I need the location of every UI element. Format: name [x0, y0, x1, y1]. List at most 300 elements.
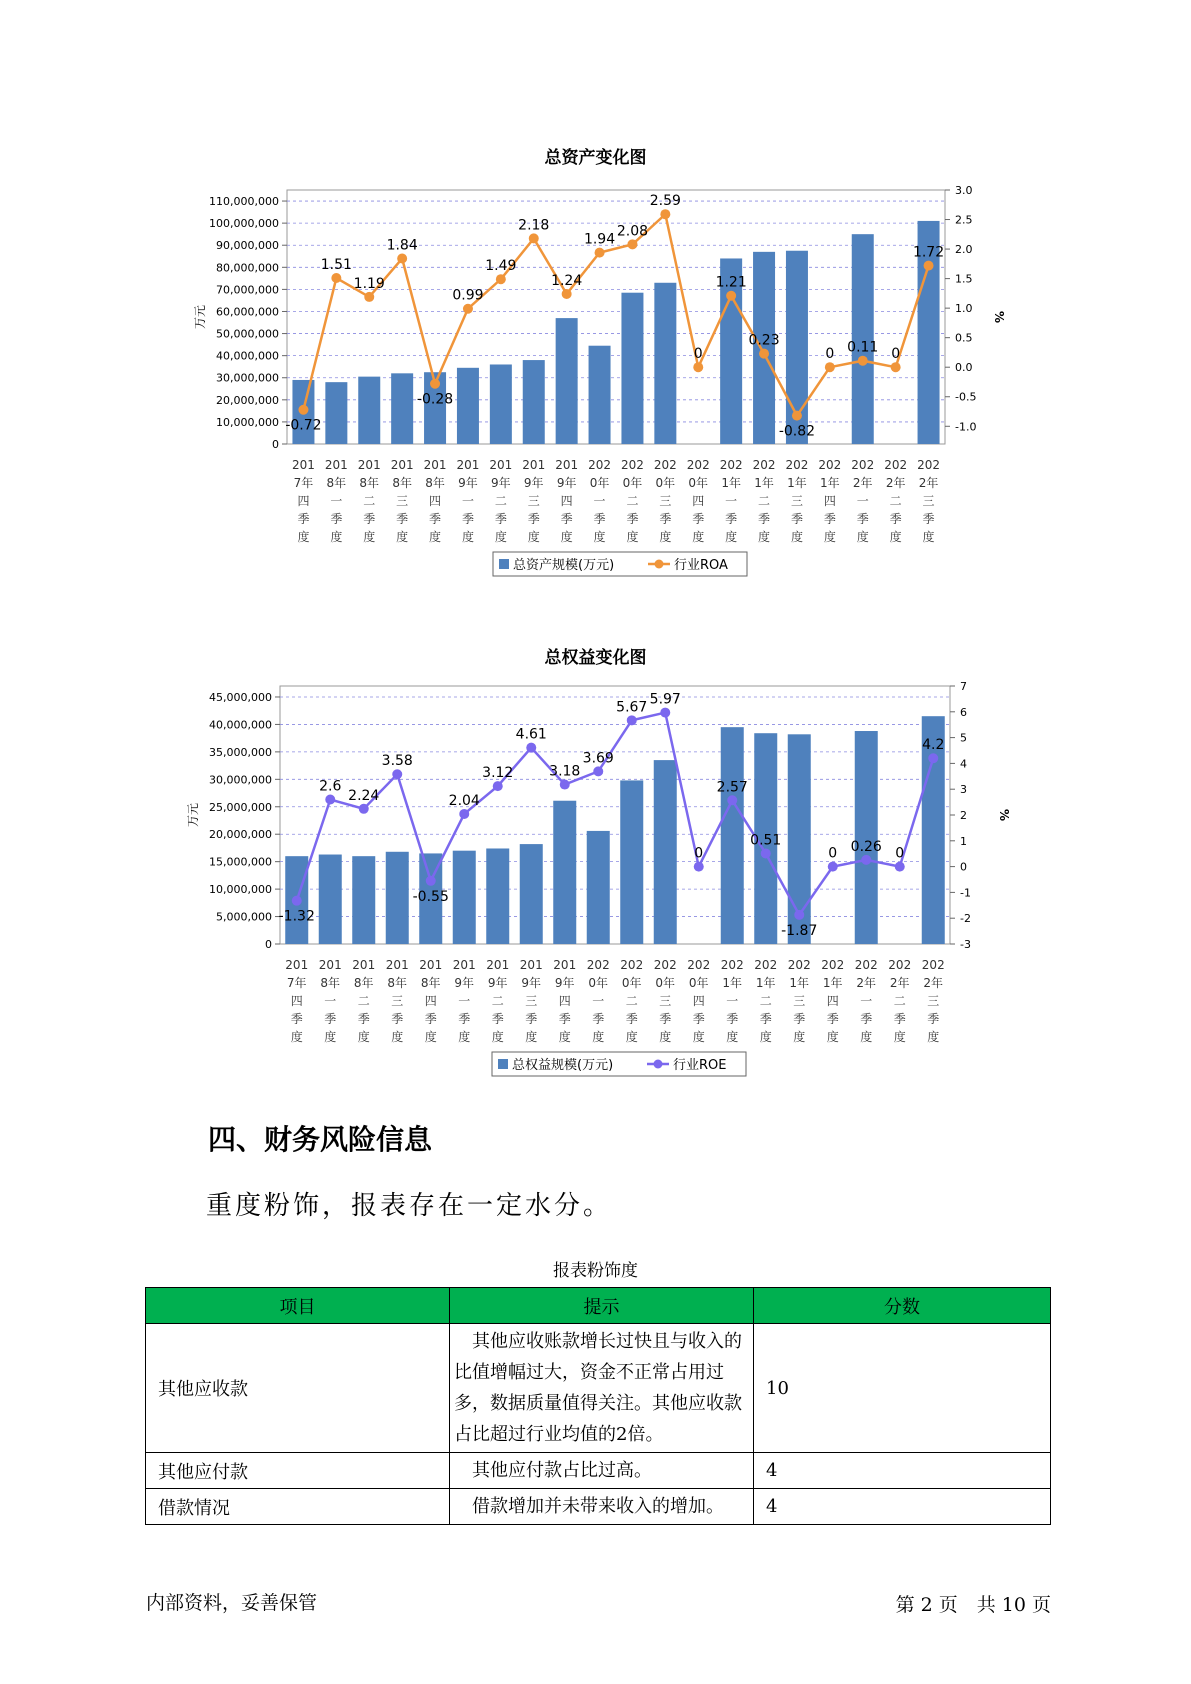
y-tick-label: 5,000,000 [216, 910, 272, 924]
x-tick-label: 度 [860, 1030, 873, 1044]
line-point [694, 862, 704, 872]
x-tick-label: 度 [330, 530, 343, 544]
data-label: 2.57 [716, 779, 748, 796]
bar [520, 844, 543, 944]
x-tick-label: 202 [888, 958, 912, 972]
x-tick-label: 202 [588, 458, 612, 472]
bar [386, 852, 409, 944]
bar [453, 851, 476, 944]
data-label: 2.59 [649, 193, 681, 210]
x-tick-label: 季 [793, 1012, 806, 1026]
data-label: 2.24 [348, 787, 380, 804]
bar [486, 848, 509, 944]
x-tick-label: 1年 [755, 976, 776, 990]
x-tick-label: 季 [324, 1012, 337, 1026]
data-label: -1.87 [781, 922, 818, 939]
total-equity-chart [0, 678, 1191, 1098]
line-point [526, 743, 536, 753]
data-label: 0 [825, 346, 835, 363]
x-tick-label: 度 [593, 530, 606, 544]
bar [553, 801, 576, 944]
line-point [560, 780, 570, 790]
x-tick-label: 二 [494, 494, 507, 508]
x-tick-label: 三 [790, 494, 803, 508]
x-tick-label: 202 [620, 958, 644, 972]
data-label: 3.69 [582, 750, 614, 767]
y2-tick-label: 1.5 [955, 272, 973, 286]
x-tick-label: 202 [720, 958, 744, 972]
y-tick-label: 15,000,000 [209, 855, 272, 869]
x-tick-label: 9年 [491, 476, 511, 490]
x-tick-label: 201 [324, 458, 348, 472]
y2-tick-label: 4 [960, 757, 967, 771]
x-tick-label: 季 [826, 1012, 839, 1026]
x-tick-label: 季 [592, 1012, 605, 1026]
line-point [792, 411, 802, 421]
bar [721, 727, 744, 944]
x-tick-label: 度 [429, 530, 442, 544]
x-tick-label: 0年 [688, 976, 709, 990]
line-point [828, 862, 838, 872]
x-tick-label: 度 [725, 530, 738, 544]
header-score: 分数 [754, 1288, 1051, 1324]
data-label: 0 [693, 346, 703, 363]
section-heading: 四、财务风险信息 [208, 1123, 433, 1156]
x-tick-label: 202 [752, 458, 776, 472]
x-tick-label: 季 [297, 512, 310, 526]
table-header-row [146, 1288, 1051, 1324]
y2-tick-label: -3 [960, 938, 971, 951]
x-tick-label: 度 [893, 1030, 906, 1044]
section-summary: 重度粉饰，报表存在一定水分。 [206, 1191, 613, 1221]
bar [490, 364, 512, 444]
x-tick-label: 度 [790, 530, 803, 544]
y2-tick-label: 1 [960, 834, 967, 848]
x-tick-label: 2年 [889, 976, 910, 990]
x-tick-label: 202 [821, 958, 845, 972]
x-tick-label: 201 [352, 958, 376, 972]
x-tick-label: 四 [692, 494, 705, 508]
x-tick-label: 8年 [359, 476, 380, 490]
y-tick-label: 20,000,000 [216, 393, 279, 407]
x-tick-label: 202 [917, 458, 941, 472]
x-tick-label: 一 [725, 494, 738, 508]
x-tick-label: 三 [922, 494, 935, 508]
x-tick-label: 季 [391, 1012, 404, 1026]
x-tick-label: 度 [491, 1030, 504, 1044]
x-tick-label: 四 [424, 994, 437, 1008]
x-tick-label: 202 [818, 458, 842, 472]
x-tick-label: 季 [659, 1012, 672, 1026]
x-tick-label: 201 [390, 458, 414, 472]
line-point [430, 379, 440, 389]
x-tick-label: 度 [527, 530, 540, 544]
x-tick-label: 季 [558, 1012, 571, 1026]
x-tick-label: 202 [851, 458, 875, 472]
line-point [928, 753, 938, 763]
x-tick-label: 季 [593, 512, 606, 526]
x-tick-label: 9年 [521, 976, 542, 990]
x-tick-label: 季 [692, 512, 705, 526]
bar [620, 780, 643, 944]
x-tick-label: 季 [527, 512, 540, 526]
data-label: -0.82 [778, 423, 816, 440]
data-label: 2.18 [518, 217, 550, 234]
data-label: 2.6 [319, 778, 342, 795]
row-score: 10 [754, 1324, 1051, 1453]
row-tip: 其他应付款占比过高。 [450, 1453, 754, 1489]
x-tick-label: 季 [927, 1012, 940, 1026]
x-tick-label: 季 [725, 512, 738, 526]
x-tick-label: 度 [357, 1030, 370, 1044]
x-tick-label: 一 [726, 994, 739, 1008]
line-point [761, 848, 771, 858]
x-tick-label: 9年 [556, 476, 577, 490]
x-tick-label: 季 [560, 512, 573, 526]
x-tick-label: 四 [297, 494, 310, 508]
line-point [593, 766, 603, 776]
x-tick-label: 0年 [588, 976, 609, 990]
row-tip: 借款增加并未带来收入的增加。 [450, 1489, 754, 1525]
x-tick-label: 二 [889, 494, 902, 508]
line-point [364, 292, 374, 302]
row-tip: 其他应收账款增长过快且与收入的比值增幅过大，资金不正常占用过多，数据质量值得关注。其他应收款占比超过行业均值的2倍。 [450, 1324, 754, 1453]
x-tick-label: 度 [625, 1030, 638, 1044]
x-tick-label: 201 [553, 958, 577, 972]
bar [556, 318, 578, 444]
line-point [562, 289, 572, 299]
bar [654, 760, 677, 944]
x-tick-label: 二 [758, 494, 771, 508]
data-label: 5.67 [616, 699, 648, 716]
x-tick-label: 201 [555, 458, 579, 472]
line-point [895, 862, 905, 872]
x-tick-label: 度 [592, 1030, 605, 1044]
x-tick-label: 度 [726, 1030, 739, 1044]
x-tick-label: 202 [921, 958, 945, 972]
x-tick-label: 季 [461, 512, 474, 526]
line-point [529, 233, 539, 243]
x-tick-label: 度 [758, 530, 771, 544]
x-tick-label: 二 [491, 994, 504, 1008]
x-tick-label: 三 [659, 994, 672, 1008]
x-tick-label: 201 [285, 958, 309, 972]
x-tick-label: 202 [754, 958, 778, 972]
y2-axis-title: % [997, 808, 1011, 822]
x-tick-label: 202 [787, 958, 811, 972]
y2-tick-label: 0 [960, 860, 967, 874]
data-label: -0.28 [416, 391, 454, 408]
line-point [392, 769, 402, 779]
x-tick-label: 8年 [392, 476, 412, 490]
x-tick-label: 度 [823, 530, 836, 544]
line-point [794, 910, 804, 920]
x-tick-label: 季 [922, 512, 935, 526]
x-tick-label: 二 [363, 494, 376, 508]
x-tick-label: 1年 [789, 976, 810, 990]
x-tick-label: 2年 [923, 976, 944, 990]
line-point [861, 855, 871, 865]
y2-tick-label: 5 [960, 731, 967, 745]
line-point [459, 809, 469, 819]
data-label: 1.19 [353, 275, 385, 292]
table-row [146, 1489, 1051, 1525]
line-point [397, 254, 407, 264]
data-label: -0.72 [285, 417, 322, 434]
row-item: 其他应付款 [146, 1453, 450, 1489]
x-tick-label: 度 [659, 1030, 672, 1044]
data-label: 1.51 [320, 257, 352, 274]
x-tick-label: 度 [494, 530, 507, 544]
x-tick-label: 度 [363, 530, 376, 544]
bar [589, 346, 611, 444]
x-tick-label: 9年 [458, 476, 478, 490]
x-tick-label: 2年 [885, 476, 906, 490]
legend-bar-swatch [499, 559, 509, 569]
data-label: 4.2 [922, 737, 945, 754]
x-tick-label: 202 [586, 958, 610, 972]
x-tick-label: 一 [458, 994, 471, 1008]
legend-line-marker [654, 1060, 663, 1069]
x-tick-label: 202 [719, 458, 743, 472]
x-tick-label: 季 [856, 512, 869, 526]
x-tick-label: 度 [659, 530, 672, 544]
row-score: 4 [754, 1489, 1051, 1525]
x-tick-label: 三 [396, 494, 409, 508]
x-tick-label: 季 [525, 1012, 538, 1026]
data-label: 3.18 [549, 763, 581, 780]
x-tick-label: 度 [856, 530, 869, 544]
x-tick-label: 8年 [320, 976, 341, 990]
bar [587, 831, 610, 944]
line-point [325, 795, 335, 805]
bar [325, 382, 347, 444]
x-tick-label: 8年 [326, 476, 347, 490]
x-tick-label: 0年 [688, 476, 709, 490]
x-tick-label: 季 [692, 1012, 705, 1026]
x-tick-label: 一 [330, 494, 343, 508]
line-point [463, 304, 473, 314]
x-tick-label: 季 [494, 512, 507, 526]
x-tick-label: 季 [625, 1012, 638, 1026]
y-tick-label: 20,000,000 [209, 828, 272, 842]
footer-confidential: 内部资料，妥善保管 [146, 1592, 318, 1614]
x-tick-label: 一 [324, 994, 337, 1008]
x-tick-label: 201 [486, 958, 510, 972]
x-tick-label: 201 [419, 958, 443, 972]
line-point [726, 291, 736, 301]
x-tick-label: 度 [692, 1030, 705, 1044]
data-label: 0 [891, 346, 901, 363]
y2-tick-label: 3 [960, 783, 967, 797]
y2-tick-label: 2.0 [955, 243, 973, 257]
x-tick-label: 一 [860, 994, 873, 1008]
x-tick-label: 季 [424, 1012, 437, 1026]
bar [457, 368, 479, 444]
bar [523, 360, 545, 444]
y-tick-label: 90,000,000 [216, 239, 279, 253]
x-tick-label: 季 [823, 512, 836, 526]
x-tick-label: 度 [461, 530, 474, 544]
x-tick-label: 1年 [754, 476, 774, 490]
data-label: 2.04 [448, 792, 480, 809]
x-tick-label: 四 [692, 994, 705, 1008]
y2-tick-label: 6 [960, 705, 967, 719]
x-tick-label: 201 [522, 458, 546, 472]
x-tick-label: 1年 [721, 476, 741, 490]
bar [319, 855, 342, 944]
x-tick-label: 四 [826, 994, 839, 1008]
x-tick-label: 四 [560, 494, 573, 508]
y-tick-label: 50,000,000 [216, 327, 279, 341]
plot-area [280, 686, 950, 944]
x-tick-label: 0年 [622, 476, 643, 490]
x-tick-label: 一 [856, 494, 869, 508]
x-tick-label: 2年 [856, 976, 877, 990]
x-tick-label: 度 [558, 1030, 571, 1044]
line-point [359, 804, 369, 814]
y-tick-label: 110,000,000 [209, 195, 279, 209]
x-tick-label: 9年 [487, 976, 508, 990]
x-tick-label: 201 [318, 958, 342, 972]
line-point [727, 795, 737, 805]
x-tick-label: 7年 [286, 976, 307, 990]
x-tick-label: 三 [793, 994, 806, 1008]
x-tick-label: 度 [826, 1030, 839, 1044]
x-tick-label: 三 [391, 994, 404, 1008]
data-label: 1.84 [386, 237, 418, 254]
x-tick-label: 201 [456, 458, 480, 472]
line-point [627, 239, 637, 249]
x-tick-label: 201 [519, 958, 543, 972]
x-tick-label: 201 [452, 958, 476, 972]
x-tick-label: 202 [884, 458, 908, 472]
x-tick-label: 9年 [554, 976, 575, 990]
y-axis-title: 万元 [193, 304, 207, 330]
x-tick-label: 四 [558, 994, 571, 1008]
x-tick-label: 季 [330, 512, 343, 526]
x-tick-label: 202 [687, 958, 711, 972]
risk-table [145, 1287, 1051, 1525]
line-point [660, 209, 670, 219]
x-tick-label: 0年 [655, 476, 676, 490]
data-label: 3.12 [482, 765, 514, 782]
x-tick-label: 四 [823, 494, 836, 508]
x-tick-label: 8年 [425, 476, 445, 490]
y-tick-label: 10,000,000 [216, 415, 279, 429]
y2-tick-label: -2 [960, 912, 971, 926]
y2-tick-label: -1 [960, 886, 971, 900]
y2-tick-label: 7 [960, 680, 967, 693]
bar [855, 731, 878, 944]
y-tick-label: 45,000,000 [209, 690, 272, 704]
bar [621, 293, 643, 444]
x-tick-label: 一 [592, 994, 605, 1008]
x-tick-label: 1年 [822, 976, 843, 990]
y-tick-label: 60,000,000 [216, 305, 279, 319]
x-tick-label: 1年 [787, 476, 807, 490]
y-tick-label: 40,000,000 [216, 349, 279, 363]
total-assets-chart [0, 178, 1191, 598]
header-item: 项目 [146, 1288, 450, 1324]
legend-line-label: 行业ROE [673, 1058, 727, 1073]
bar [391, 373, 413, 444]
chart-title-assets: 总资产变化图 [544, 148, 647, 168]
y2-tick-label: 1.0 [955, 302, 973, 316]
line-point [627, 715, 637, 725]
legend-line-marker [655, 560, 664, 569]
x-tick-label: 三 [527, 494, 540, 508]
x-tick-label: 202 [653, 958, 677, 972]
y-tick-label: 0 [265, 938, 272, 951]
data-label: -1.32 [278, 908, 315, 925]
x-tick-label: 三 [525, 994, 538, 1008]
x-tick-label: 201 [385, 958, 409, 972]
line-point [660, 708, 670, 718]
x-tick-label: 季 [758, 512, 771, 526]
line-point [924, 261, 934, 271]
bar [654, 283, 676, 444]
chart-title-equity: 总权益变化图 [544, 648, 647, 668]
x-tick-label: 0年 [621, 976, 642, 990]
x-tick-label: 201 [357, 458, 381, 472]
x-tick-label: 季 [429, 512, 442, 526]
data-label: 0.99 [452, 287, 484, 304]
x-tick-label: 202 [620, 458, 644, 472]
data-label: 4.61 [515, 726, 547, 743]
data-label: 1.24 [551, 272, 583, 289]
x-tick-label: 度 [927, 1030, 940, 1044]
x-tick-label: 季 [860, 1012, 873, 1026]
legend-bar-label: 总资产规模(万元) [513, 558, 615, 573]
y2-tick-label: 2 [960, 809, 967, 822]
x-tick-label: 度 [458, 1030, 471, 1044]
y-axis-title: 万元 [186, 802, 200, 828]
x-tick-label: 202 [686, 458, 710, 472]
x-tick-label: 二 [625, 994, 638, 1008]
data-label: 3.58 [381, 753, 413, 770]
x-tick-label: 度 [525, 1030, 538, 1044]
x-tick-label: 季 [659, 512, 672, 526]
table-row [146, 1324, 1051, 1453]
header-tip: 提示 [450, 1288, 754, 1324]
data-label: 5.97 [649, 691, 681, 708]
x-tick-label: 度 [922, 530, 935, 544]
footer-page-number: 第 2 页 共 10 页 [895, 1594, 1051, 1616]
line-point [292, 896, 302, 906]
data-label: -0.55 [412, 888, 449, 905]
x-tick-label: 季 [893, 1012, 906, 1026]
y2-tick-label: 3.0 [955, 184, 973, 197]
line-point [595, 248, 605, 258]
data-label: 0.11 [847, 339, 879, 356]
data-label: 2.08 [616, 223, 649, 240]
x-tick-label: 季 [363, 512, 376, 526]
x-tick-label: 季 [790, 512, 803, 526]
table-row [146, 1453, 1051, 1489]
data-label: 1.94 [583, 231, 616, 248]
y-tick-label: 0 [272, 438, 279, 451]
x-tick-label: 0年 [589, 476, 610, 490]
x-tick-label: 度 [391, 1030, 404, 1044]
y-tick-label: 30,000,000 [209, 773, 272, 787]
x-tick-label: 8年 [420, 976, 441, 990]
x-tick-label: 0年 [655, 976, 676, 990]
x-tick-label: 201 [489, 458, 513, 472]
x-tick-label: 季 [726, 1012, 739, 1026]
y-tick-label: 35,000,000 [209, 745, 272, 759]
x-tick-label: 季 [396, 512, 409, 526]
